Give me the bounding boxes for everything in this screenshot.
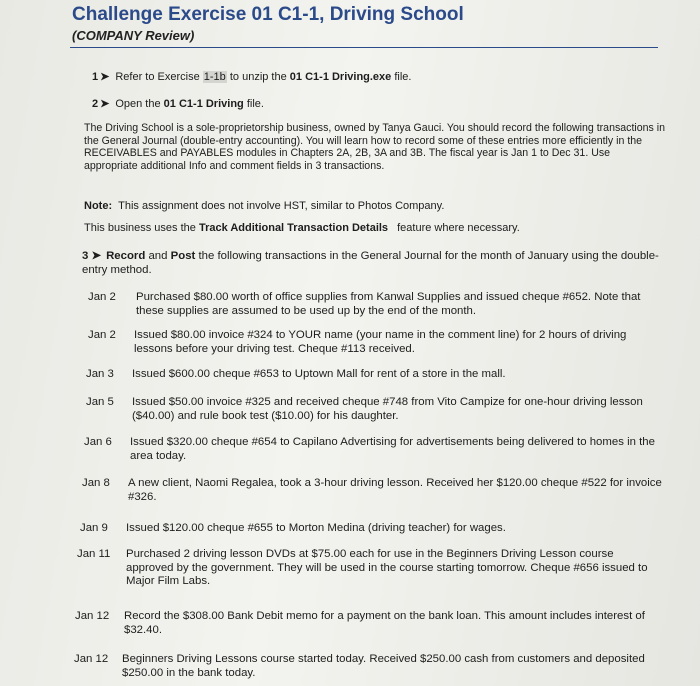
page-title: Challenge Exercise 01 C1-1, Driving School [72, 4, 464, 25]
note-line [84, 200, 444, 212]
step-1-number: 1 [92, 71, 99, 83]
note-label: Note: [84, 200, 113, 212]
note-text: This assignment does not involve HST, similar to Photos Company. [118, 200, 445, 212]
step-2-number: 2 [92, 98, 99, 110]
transaction-date: Jan 6 [84, 436, 112, 448]
transaction-text: Beginners Driving Lessons course started today. Received $250.00 cash from customers and deposited $250.00 in the bank today. [122, 653, 645, 679]
title-underline [70, 47, 658, 48]
company-file-name: 01 C1-1 Driving [163, 98, 244, 110]
step-1-arrow-icon: ➤ [100, 71, 110, 83]
transaction-text: Issued $80.00 invoice #324 to YOUR name (your name in the comment line) for 2 hours of driving lessons before your driving test. Cheque #113 received. [134, 329, 627, 355]
transaction-date: Jan 9 [80, 522, 108, 534]
transaction-text: Purchased 2 driving lesson DVDs at $75.00 each for use in the Beginners Driving Lesson course approved by the government. They will be used in the course starting tomorrow. Cheque #656 issued to Major Film Labs. [126, 548, 648, 587]
exe-file-name: 01 C1-1 Driving.exe [289, 71, 392, 83]
transaction-date: Jan 5 [86, 396, 114, 408]
transaction-date: Jan 11 [77, 548, 111, 560]
transaction-date: Jan 8 [82, 477, 110, 489]
transaction-date: Jan 12 [74, 653, 109, 665]
step-3-arrow-icon: ➤ [91, 250, 102, 262]
transaction-text: Issued $50.00 invoice #325 and received cheque #748 from Vito Campize for one-hour driving lesson ($40.00) and rule book test ($10.00) for his daughter. [132, 396, 643, 422]
step-3-number: 3 ➤ [82, 250, 102, 262]
page-subtitle: (COMPANY Review) [72, 28, 195, 43]
transaction-date: Jan 12 [75, 610, 110, 622]
step-3: 3 ➤ Record and Post the following transactions in the General Journal for the month of January using the double-entry method. [82, 250, 659, 276]
feature-name: Track Additional Transaction Details [198, 222, 389, 234]
intro-paragraph: The Driving School is a sole-proprietorship business, owned by Tanya Gauci. You should record the following transactions in the General Journal (double-entry accounting). You will learn how to record some of these entries more efficiently in the RECEIVABLES and PAYABLES modules in Chapters 2A, 2B, 3A and 3B. The fiscal year is Jan 1 to Dec 31. Use appropriate additional Info and comment fields in 3 transactions. [84, 122, 666, 172]
transaction-date: Jan 2 [88, 291, 116, 303]
transaction-text: Issued $600.00 cheque #653 to Uptown Mall for rent of a store in the mall. [132, 368, 506, 380]
transaction-date: Jan 2 [88, 329, 116, 341]
step-2-arrow-icon: ➤ [100, 98, 110, 110]
transaction-date: Jan 3 [86, 368, 114, 380]
transaction-text: Record the $308.00 Bank Debit memo for a payment on the bank loan. This amount includes interest of $32.40. [124, 610, 645, 636]
step-1: 1 ➤ Refer to Exercise 1-1b to unzip the 01 C1-1 Driving.exe file. [92, 71, 412, 83]
transaction-text: Issued $320.00 cheque #654 to Capilano Advertising for advertisements being delivered to homes in the area today. [130, 436, 655, 462]
transaction-text: Issued $120.00 cheque #655 to Morton Medina (driving teacher) for wages. [126, 522, 506, 534]
highlighted-exercise-ref: 1-1b [203, 71, 226, 83]
feature-line: This business uses the Track Additional Transaction Details feature where necessary. [84, 222, 520, 234]
transaction-text: Purchased $80.00 worth of office supplies from Kanwal Supplies and issued cheque #652. Note that these supplies are assumed to be used up by the end of the month. [136, 291, 641, 317]
transaction-text: A new client, Naomi Regalea, took a 3-hour driving lesson. Received her $120.00 cheque #522 for invoice #326. [128, 477, 662, 503]
step-2: 2 ➤ Open the 01 C1-1 Driving file. [92, 98, 264, 110]
